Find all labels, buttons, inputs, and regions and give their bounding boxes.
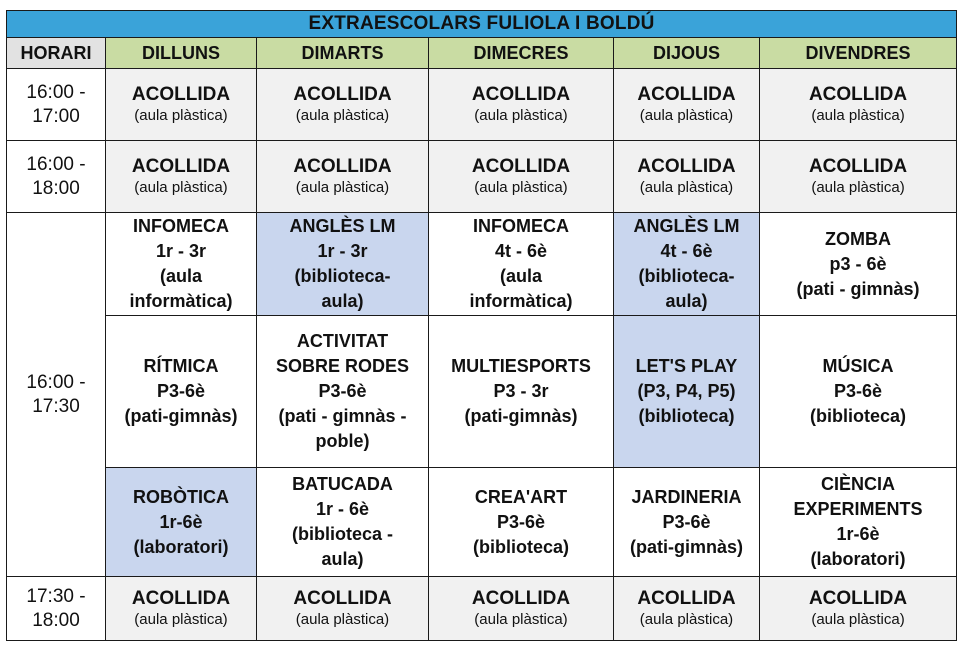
acollida-place: (aula plàstica) — [134, 178, 228, 196]
acollida-label: ACOLLIDA — [471, 83, 571, 105]
activity-name: RÍTMICA — [143, 356, 219, 376]
time-start: 17:30 - — [26, 585, 86, 607]
activity-name: MULTIESPORTS — [451, 356, 591, 376]
time-start: 16:00 - — [26, 153, 86, 175]
activity-grades: 1r-6è — [159, 511, 203, 532]
acollida-label: ACOLLIDA — [808, 155, 908, 177]
activity-grades: 1r-6è — [836, 524, 880, 544]
activity-cell-ritmica — [106, 316, 257, 468]
activity-place: (aula — [159, 266, 202, 286]
activity-cell-infomeca-1r-3r — [106, 213, 257, 316]
activity-name: ACTIVITAT — [296, 331, 389, 351]
activity-grades: (P3, P4, P5) — [637, 381, 736, 401]
activity-cell-multiesports — [429, 316, 614, 468]
activity-place: (pati-gimnàs) — [464, 406, 578, 426]
activity-place: (biblioteca- — [638, 266, 735, 286]
acollida-place: (aula plàstica) — [474, 178, 568, 196]
table-row — [7, 69, 957, 141]
activity-place: aula) — [321, 549, 364, 569]
activity-grades: P3-6è — [318, 381, 367, 401]
activity-place: (pati - gimnàs - — [278, 406, 407, 426]
acollida-cell — [614, 141, 760, 213]
acollida-cell — [106, 577, 257, 641]
time-start: 16:00 - — [26, 81, 86, 103]
acollida-cell — [257, 141, 429, 213]
activity-name: CREA'ART — [474, 486, 568, 507]
acollida-cell — [760, 141, 957, 213]
acollida-place: (aula plàstica) — [134, 106, 228, 124]
acollida-place: (aula plàstica) — [811, 610, 905, 628]
time-cell — [7, 141, 106, 213]
acollida-label: ACOLLIDA — [471, 155, 571, 177]
acollida-label: ACOLLIDA — [293, 587, 392, 609]
activity-cell-jardineria — [614, 468, 760, 577]
activity-name: INFOMECA — [473, 216, 569, 236]
header-divendres: DIVENDRES — [760, 38, 957, 69]
time-end: 17:00 — [32, 105, 80, 127]
time-cell — [7, 69, 106, 141]
acollida-label: ACOLLIDA — [808, 587, 908, 609]
activity-name: SOBRE RODES — [275, 356, 410, 376]
activity-place: (biblioteca) — [472, 536, 569, 557]
acollida-label: ACOLLIDA — [808, 83, 908, 105]
activity-place: (pati-gimnàs) — [124, 406, 238, 426]
activity-place: poble) — [315, 431, 370, 451]
activity-place: (biblioteca - — [291, 524, 393, 544]
acollida-label: ACOLLIDA — [471, 587, 571, 609]
schedule-wrapper — [6, 10, 956, 641]
activity-cell-zomba — [760, 213, 957, 316]
activity-place: (biblioteca) — [810, 406, 907, 426]
acollida-label: ACOLLIDA — [637, 155, 736, 177]
activity-grades: P3 - 3r — [493, 381, 549, 401]
activity-grades: 1r - 6è — [315, 499, 370, 519]
activity-grades: 4t - 6è — [494, 241, 548, 261]
activity-place: aula) — [321, 291, 364, 311]
activity-grades: 1r - 3r — [317, 241, 368, 261]
header-dilluns: DILLUNS — [106, 38, 257, 69]
acollida-cell — [257, 69, 429, 141]
activity-name: JARDINERIA — [631, 486, 742, 507]
activity-cell-angles-lm-1r-3r — [257, 213, 429, 316]
acollida-place: (aula plàstica) — [474, 610, 568, 628]
acollida-cell — [257, 577, 429, 641]
activity-grades: P3-6è — [496, 511, 546, 532]
acollida-place: (aula plàstica) — [639, 106, 734, 124]
acollida-cell — [106, 69, 257, 141]
activity-grades: P3-6è — [662, 511, 711, 532]
header-dijous: DIJOUS — [614, 38, 760, 69]
acollida-place: (aula plàstica) — [474, 106, 568, 124]
activity-cell-musica — [760, 316, 957, 468]
time-end: 18:00 — [32, 609, 80, 631]
acollida-cell — [614, 577, 760, 641]
activity-cell-activitat-sobre-rodes — [257, 316, 429, 468]
acollida-place: (aula plàstica) — [134, 610, 228, 628]
activity-name: MÚSICA — [822, 356, 894, 376]
header-dimarts: DIMARTS — [257, 38, 429, 69]
activity-cell-infomeca-4t-6e — [429, 213, 614, 316]
activity-place: informàtica) — [469, 291, 573, 311]
time-end: 17:30 — [32, 395, 80, 417]
time-cell — [7, 213, 106, 577]
schedule-table — [6, 10, 957, 641]
table-row — [7, 213, 957, 316]
activity-place: (pati - gimnàs) — [796, 278, 920, 299]
activity-name: CIÈNCIA — [821, 474, 896, 494]
header-dimecres: DIMECRES — [429, 38, 614, 69]
activity-place: (laboratori) — [133, 536, 229, 557]
activity-name: BATUCADA — [292, 474, 393, 494]
activity-cell-crea-art — [429, 468, 614, 577]
activity-place: (biblioteca- — [294, 266, 391, 286]
acollida-cell — [760, 69, 957, 141]
acollida-place: (aula plàstica) — [639, 610, 734, 628]
acollida-cell — [760, 577, 957, 641]
acollida-cell — [429, 141, 614, 213]
acollida-label: ACOLLIDA — [293, 83, 392, 105]
activity-grades: P3-6è — [834, 381, 883, 401]
header-horari: HORARI — [7, 38, 106, 69]
activity-grades: 4t - 6è — [660, 241, 713, 261]
activity-cell-ciencia-experiments — [760, 468, 957, 577]
activity-cell-robotica — [106, 468, 257, 577]
activity-place: (laboratori) — [810, 549, 906, 569]
activity-place: informàtica) — [129, 291, 233, 311]
schedule-title: EXTRAESCOLARS FULIOLA I BOLDÚ — [7, 11, 957, 38]
activity-name: ZOMBA — [825, 228, 892, 249]
activity-name: LET'S PLAY — [635, 356, 738, 376]
acollida-place: (aula plàstica) — [811, 178, 905, 196]
time-cell — [7, 577, 106, 641]
acollida-label: ACOLLIDA — [637, 83, 736, 105]
acollida-place: (aula plàstica) — [811, 106, 905, 124]
activity-name: EXPERIMENTS — [793, 499, 923, 519]
activity-name: INFOMECA — [133, 216, 229, 236]
table-row — [7, 577, 957, 641]
acollida-place: (aula plàstica) — [295, 106, 390, 124]
activity-place: (biblioteca) — [638, 406, 735, 426]
activity-grades: p3 - 6è — [829, 253, 887, 274]
activity-place: (pati-gimnàs) — [629, 536, 743, 557]
acollida-label: ACOLLIDA — [637, 587, 736, 609]
table-row — [7, 316, 957, 468]
time-end: 18:00 — [32, 177, 80, 199]
activity-cell-batucada — [257, 468, 429, 577]
acollida-cell — [429, 577, 614, 641]
activity-name: ANGLÈS LM — [289, 216, 396, 236]
acollida-label: ACOLLIDA — [131, 587, 231, 609]
acollida-place: (aula plàstica) — [639, 178, 734, 196]
acollida-place: (aula plàstica) — [295, 178, 390, 196]
acollida-label: ACOLLIDA — [293, 155, 392, 177]
activity-name: ROBÒTICA — [133, 486, 229, 507]
activity-grades: 1r - 3r — [155, 241, 207, 261]
time-start: 16:00 - — [26, 371, 86, 393]
acollida-cell — [429, 69, 614, 141]
activity-grades: P3-6è — [156, 381, 206, 401]
table-row — [7, 468, 957, 577]
activity-place: aula) — [665, 291, 708, 311]
acollida-place: (aula plàstica) — [295, 610, 390, 628]
acollida-cell — [614, 69, 760, 141]
acollida-label: ACOLLIDA — [131, 155, 231, 177]
activity-cell-angles-lm-4t-6e — [614, 213, 760, 316]
activity-cell-lets-play — [614, 316, 760, 468]
acollida-label: ACOLLIDA — [131, 83, 231, 105]
activity-name: ANGLÈS LM — [633, 216, 740, 236]
acollida-cell — [106, 141, 257, 213]
activity-place: (aula — [499, 266, 542, 286]
table-row — [7, 141, 957, 213]
